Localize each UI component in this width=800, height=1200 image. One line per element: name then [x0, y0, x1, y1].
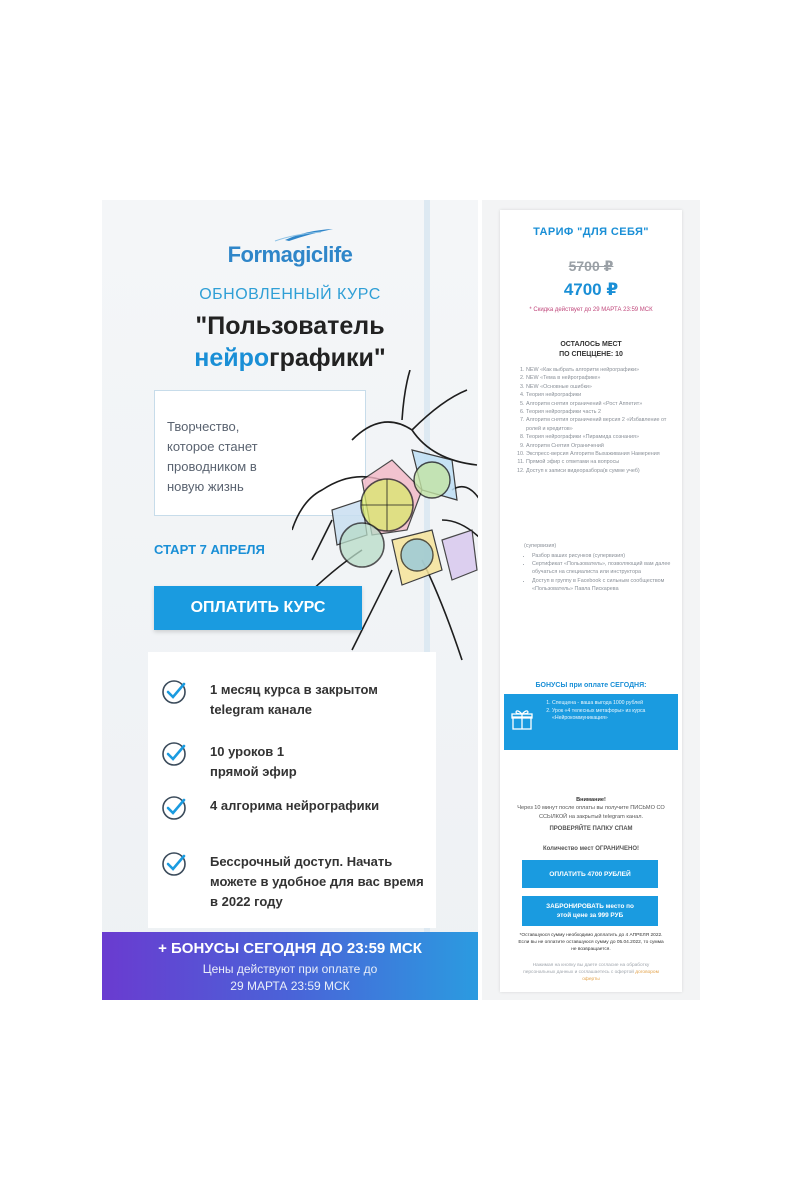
bonuses-title: БОНУСЫ при оплате СЕГОДНЯ:: [535, 682, 647, 689]
course-title-rest: графики": [269, 344, 386, 372]
supervision-label: (супервизия): [524, 543, 557, 549]
check-circle-icon: [160, 740, 188, 768]
check-circle-icon: [160, 794, 188, 822]
bonus-banner: [102, 932, 478, 1000]
offer-link[interactable]: договором оферты: [582, 970, 659, 982]
consent-text: [516, 962, 666, 983]
bonus-item: 2. Урок «4 телесных метафоры» из курса «Нейрокоммуникация»: [552, 708, 666, 723]
attention-notice: [510, 796, 672, 821]
program-item: 9. Алгоритм Снятия Ограничений: [526, 442, 678, 450]
bonus-banner-title: + БОНУСЫ СЕГОДНЯ ДО 23:59 МСК: [158, 940, 422, 957]
program-item: 1. NEW «Как выбрать алгоритм нейрографики»: [526, 366, 678, 374]
pay-course-button[interactable]: ОПЛАТИТЬ КУРС: [154, 586, 362, 630]
logo-swoosh-icon: [245, 228, 335, 242]
brand-logo[interactable]: [102, 228, 478, 268]
start-date: СТАРТ 7 АПРЕЛЯ: [154, 542, 265, 557]
feature-text: 1 месяц курса в закрытом telegram канале: [210, 682, 378, 717]
course-title-accent: нейро: [194, 344, 270, 372]
tariff-title: ТАРИФ "ДЛЯ СЕБЯ": [533, 226, 649, 238]
program-item: 6. Теория нейрографики часть 2: [526, 408, 678, 416]
bonuses-list: [540, 700, 666, 723]
perks-list: [508, 552, 678, 593]
bonus-banner-subtitle-line1: Цены действуют при оплате до: [202, 962, 378, 976]
perk-item: • Доступ в группу в Facebook с сильным сообществом «Пользователь» Павла Пискарева: [532, 577, 678, 593]
spam-notice: ПРОВЕРЯЙТЕ ПАПКУ СПАМ: [549, 826, 633, 832]
feature-text: 10 уроков 1 прямой эфир: [210, 744, 297, 779]
book-place-button[interactable]: [522, 896, 658, 926]
consent-body: Нажимая на кнопку вы даете согласие на обработку персональных данных и соглашаетесь с офертой: [523, 963, 650, 975]
program-item: 4. Теория нейрографики: [526, 391, 678, 399]
limited-notice: Количество мест ОГРАНИЧЕНО!: [542, 846, 639, 852]
program-item: 5. Алгоритм снятия ограничений «Рост Аппетит»: [526, 400, 678, 408]
perk-item: • Разбор ваших рисунков (супервизия): [532, 552, 678, 560]
program-list: [508, 366, 678, 475]
old-price: 5700 ₽: [568, 258, 614, 274]
program-item: 12. Доступ к записи видеоразбора(в сумме учеб): [526, 467, 678, 475]
program-item: 7. Алгоритм снятия ограничений версия 2 «Избавление от ролей и кредитов»: [526, 416, 678, 433]
bonuses-box: [504, 694, 678, 750]
tariff-card: [500, 210, 682, 992]
discount-note: * Скидка действует до 29 МАРТА 23:59 МСК: [529, 307, 653, 313]
feature-text: 4 алгорима нейрографики: [210, 798, 380, 813]
program-item: 11. Прямой эфир с ответами на вопросы: [526, 458, 678, 466]
course-promo-panel: [102, 200, 478, 1000]
bonus-item: 1. Спецценa - ваша выгода 1000 рублей: [552, 700, 666, 708]
feature-list: [148, 652, 436, 928]
attention-heading: Внимание!: [576, 797, 606, 803]
check-circle-icon: [160, 678, 188, 706]
book-place-line2: этой цене за 999 РУБ: [556, 912, 624, 919]
feature-text: Бессрочный доступ. Начать можете в удобное для вас время в 2022 году: [210, 854, 424, 909]
program-item: 8. Теория нейрографики «Пирамида сознания»: [526, 433, 678, 441]
seats-left-line1: ОСТАЛОСЬ МЕСТ: [560, 341, 622, 348]
perk-item: • Сертификат «Пользователь», позволяющий вам далее обучаться на специалиста или инструктора: [532, 560, 678, 576]
check-circle-icon: [160, 850, 188, 878]
pay-4700-button[interactable]: ОПЛАТИТЬ 4700 РУБЛЕЙ: [522, 860, 658, 888]
seats-left-line2: ПО СПЕЦЦЕНЕ: 10: [559, 351, 623, 358]
program-item: 3. NEW «Основные ошибки»: [526, 383, 678, 391]
program-item: 2. NEW «Тема в нейрографике»: [526, 374, 678, 382]
tariff-panel: [482, 200, 700, 1000]
course-title: [102, 310, 478, 374]
attention-text: Через 10 минут после оплаты вы получите ПИСЬМО СО ССЫЛКОЙ на закрытый telegram канал.: [517, 805, 665, 820]
course-kicker: ОБНОВЛЕННЫЙ КУРС: [199, 286, 381, 303]
bonus-banner-subtitle: [102, 961, 478, 995]
brand-name: Formagiclife: [227, 242, 353, 267]
seats-left: [500, 340, 682, 360]
payment-note: *Оставшуюся сумму необходимо доплатить до 4 АПРЕЛЯ 2022. Если вы не оплатите оставшуюся сумму до 05.04.2022, то сумма не возвращается.: [518, 933, 664, 952]
tagline-text: Творчество, которое станет проводником в новую жизнь: [167, 419, 258, 494]
book-place-line1: ЗАБРОНИРОВАТЬ место по: [546, 903, 634, 910]
program-item: 10. Экспресс-версия Алгоритм Выхаживания Намерения: [526, 450, 678, 458]
bonus-banner-subtitle-line2: 29 МАРТА 23:59 МСК: [230, 979, 350, 993]
gift-icon: [510, 708, 534, 732]
new-price: 4700 ₽: [563, 280, 619, 299]
course-title-line1: "Пользователь: [195, 312, 385, 340]
